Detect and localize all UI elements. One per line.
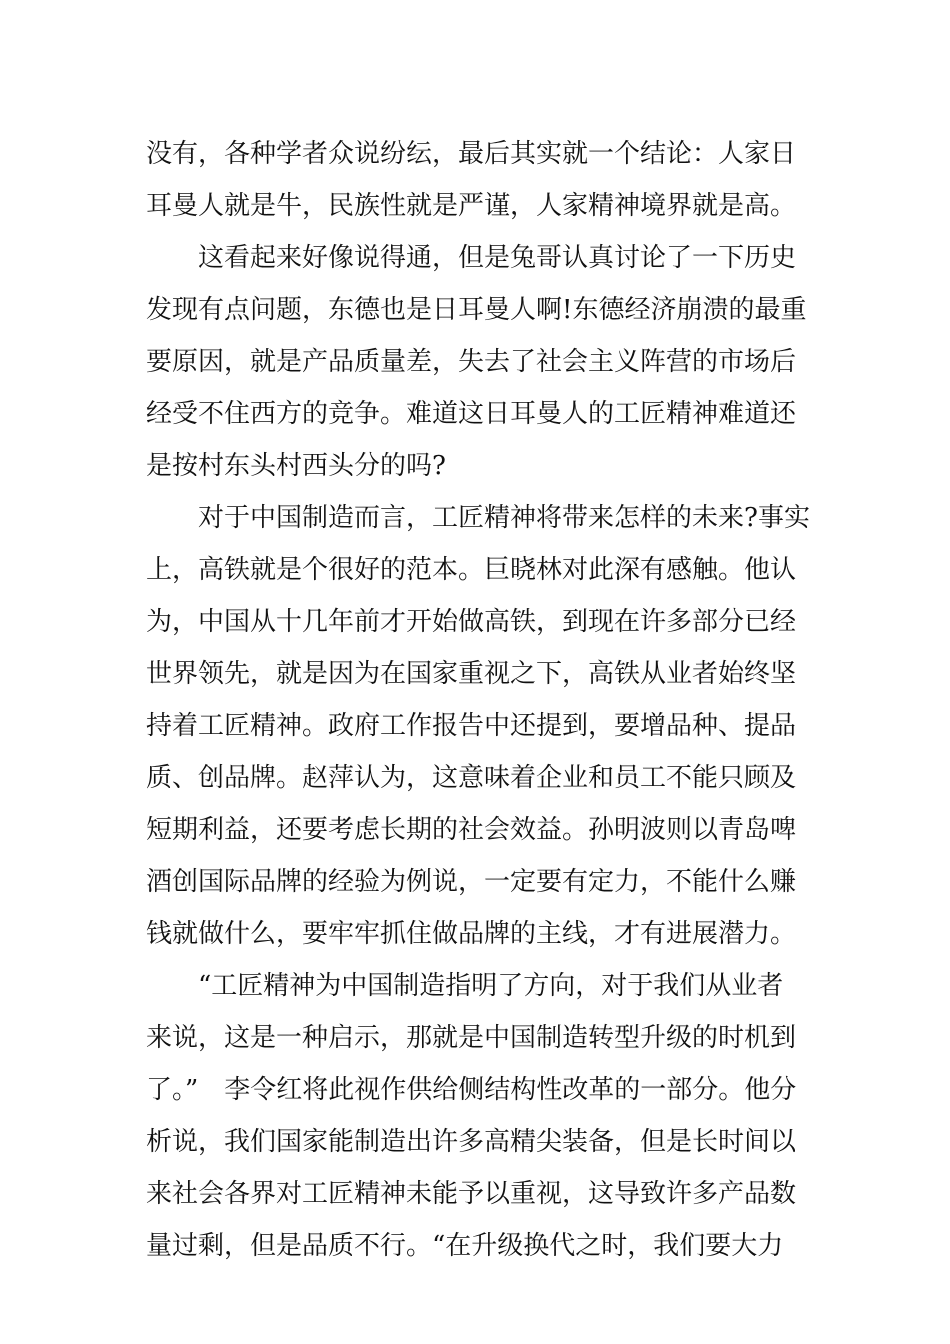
text-line: 来社会各界对工匠精神未能予以重视，这导致许多产品数 (146, 1179, 797, 1209)
text-line: 钱就做什么，要牢牢抓住做品牌的主线，才有进展潜力。 (146, 919, 797, 949)
text-line: “工匠精神为中国制造指明了方向，对于我们从业者 (146, 971, 784, 1001)
text-line: 要原因，就是产品质量差，失去了社会主义阵营的市场后 (146, 347, 797, 377)
text-line: 酒创国际品牌的经验为例说，一定要有定力，不能什么赚 (146, 867, 797, 897)
text-line: 经受不住西方的竞争。难道这日耳曼人的工匠精神难道还 (146, 399, 797, 429)
text-line: 短期利益，还要考虑长期的社会效益。孙明波则以青岛啤 (146, 815, 797, 845)
text-line: 持着工匠精神。政府工作报告中还提到，要增品种、提品 (146, 711, 797, 741)
text-line: 质、创品牌。赵萍认为，这意味着企业和员工不能只顾及 (146, 763, 797, 793)
body-text (146, 128, 810, 1272)
text-line: 对于中国制造而言，工匠精神将带来怎样的未来?事实 (146, 503, 810, 533)
text-line: 析说，我们国家能制造出许多高精尖装备，但是长时间以 (146, 1127, 797, 1157)
text-line: 没有，各种学者众说纷纭，最后其实就一个结论：人家日 (146, 139, 797, 169)
text-line: 世界领先，就是因为在国家重视之下，高铁从业者始终坚 (146, 659, 797, 689)
text-line: 来说，这是一种启示，那就是中国制造转型升级的时机到 (146, 1023, 797, 1053)
text-line: 是按村东头村西头分的吗? (146, 451, 446, 481)
text-line: 发现有点问题，东德也是日耳曼人啊!东德经济崩溃的最重 (146, 295, 807, 325)
text-line: 上，高铁就是个很好的范本。巨晓林对此深有感触。他认 (146, 555, 797, 585)
text-line: 了。” 李令红将此视作供给侧结构性改革的一部分。他分 (146, 1075, 797, 1105)
text-line: 这看起来好像说得通，但是兔哥认真讨论了一下历史 (146, 243, 797, 273)
text-line: 为，中国从十几年前才开始做高铁，到现在许多部分已经 (146, 607, 797, 637)
text-line: 耳曼人就是牛，民族性就是严谨，人家精神境界就是高。 (146, 191, 797, 221)
text-line: 量过剩，但是品质不行。“在升级换代之时，我们要大力 (146, 1231, 784, 1261)
